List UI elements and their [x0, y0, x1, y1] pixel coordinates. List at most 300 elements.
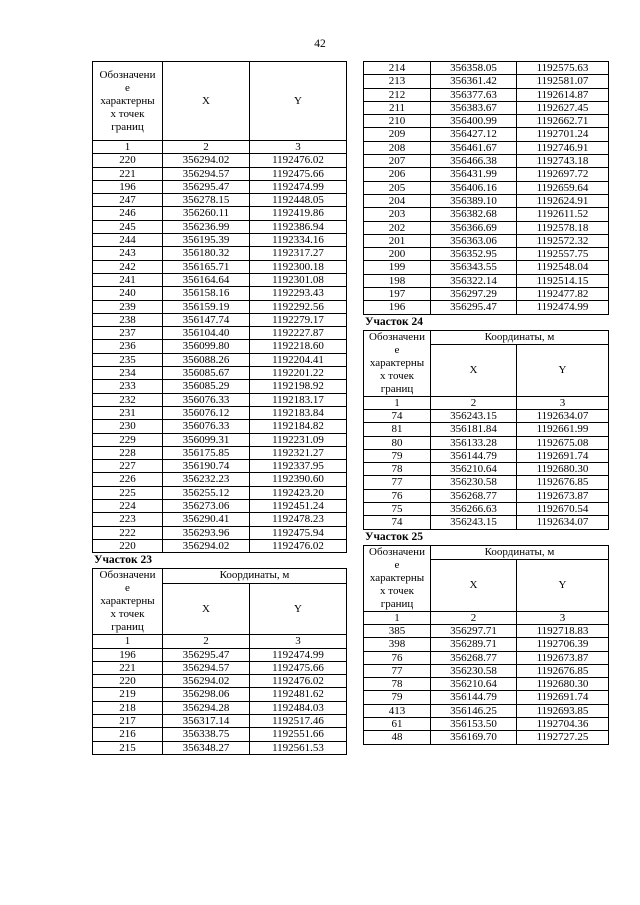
x-value: 356297.71 — [431, 624, 517, 637]
y-value: 1192659.64 — [517, 181, 609, 194]
y-value: 1192292.56 — [250, 300, 347, 313]
table-row — [364, 449, 609, 462]
point-id: 244 — [93, 234, 163, 247]
table-row — [93, 486, 347, 499]
y-value: 1192337.95 — [250, 460, 347, 473]
x-value: 356164.64 — [163, 273, 250, 286]
y-value: 1192634.07 — [517, 516, 609, 529]
y-value: 1192673.87 — [517, 651, 609, 664]
y-value: 1192293.43 — [250, 287, 347, 300]
point-name-header: Обозначени е характерны х точек границ — [364, 545, 431, 611]
point-id: 228 — [93, 446, 163, 459]
table-row — [364, 624, 609, 637]
y-value: 1192183.84 — [250, 406, 347, 419]
y-value: 1192673.87 — [517, 489, 609, 502]
y-value: 1192575.63 — [517, 62, 609, 75]
x-value: 356293.96 — [163, 526, 250, 539]
y-value: 1192227.87 — [250, 327, 347, 340]
point-id: 219 — [93, 688, 163, 701]
y-value: 1192670.54 — [517, 503, 609, 516]
coordinates-table-25 — [363, 545, 609, 745]
y-value: 1192691.74 — [517, 449, 609, 462]
point-id: 233 — [93, 380, 163, 393]
table-row — [93, 675, 347, 688]
table-row — [364, 128, 609, 141]
table-row — [364, 717, 609, 730]
point-id: 79 — [364, 691, 431, 704]
point-id: 209 — [364, 128, 431, 141]
coordinates-table-24 — [363, 330, 609, 530]
table-row — [364, 181, 609, 194]
point-id: 217 — [93, 714, 163, 727]
point-id: 196 — [93, 180, 163, 193]
y-value: 1192548.04 — [517, 261, 609, 274]
y-header: Y — [517, 345, 609, 396]
y-value: 1192423.20 — [250, 486, 347, 499]
table-row — [364, 489, 609, 502]
table-header-row — [93, 62, 347, 141]
point-id: 222 — [93, 526, 163, 539]
x-value: 356153.50 — [431, 717, 517, 730]
x-value: 356181.84 — [431, 423, 517, 436]
section-title-23: Участок 23 — [94, 554, 153, 567]
point-id: 225 — [93, 486, 163, 499]
colnum: 2 — [431, 396, 517, 409]
x-value: 356169.70 — [431, 731, 517, 744]
y-value: 1192627.45 — [517, 101, 609, 114]
point-id: 215 — [93, 741, 163, 754]
x-value: 356076.33 — [163, 393, 250, 406]
column-number-row — [364, 396, 609, 409]
x-value: 356338.75 — [163, 728, 250, 741]
table-row — [364, 168, 609, 181]
y-header: Y — [250, 584, 347, 635]
table-row — [93, 327, 347, 340]
x-value: 356146.25 — [431, 704, 517, 717]
table-row — [364, 115, 609, 128]
point-id: 200 — [364, 248, 431, 261]
x-value: 356466.38 — [431, 155, 517, 168]
y-value: 1192474.99 — [517, 301, 609, 314]
table-row — [364, 208, 609, 221]
y-value: 1192611.52 — [517, 208, 609, 221]
y-value: 1192476.02 — [250, 675, 347, 688]
point-id: 243 — [93, 247, 163, 260]
table-row — [93, 247, 347, 260]
colnum: 2 — [163, 141, 250, 154]
y-value: 1192476.02 — [250, 539, 347, 552]
table-row — [93, 728, 347, 741]
point-id: 227 — [93, 460, 163, 473]
x-value: 356076.12 — [163, 406, 250, 419]
point-id: 413 — [364, 704, 431, 717]
table-row — [93, 513, 347, 526]
table-row — [364, 423, 609, 436]
y-value: 1192634.07 — [517, 409, 609, 422]
table-row — [364, 516, 609, 529]
y-value: 1192578.18 — [517, 221, 609, 234]
y-value: 1192476.02 — [250, 154, 347, 167]
point-id: 218 — [93, 701, 163, 714]
y-header: Y — [517, 560, 609, 611]
right-column — [363, 61, 608, 745]
x-value: 356382.68 — [431, 208, 517, 221]
y-value: 1192675.08 — [517, 436, 609, 449]
point-id: 61 — [364, 717, 431, 730]
x-value: 356406.16 — [431, 181, 517, 194]
x-value: 356230.58 — [431, 664, 517, 677]
x-value: 356147.74 — [163, 313, 250, 326]
x-value: 356427.12 — [431, 128, 517, 141]
y-value: 1192746.91 — [517, 141, 609, 154]
point-id: 229 — [93, 433, 163, 446]
x-value: 356144.79 — [431, 691, 517, 704]
point-id: 75 — [364, 503, 431, 516]
x-value: 356232.23 — [163, 473, 250, 486]
colnum: 1 — [364, 396, 431, 409]
x-value: 356289.71 — [431, 638, 517, 651]
point-id: 79 — [364, 449, 431, 462]
table-row — [93, 207, 347, 220]
point-id: 81 — [364, 423, 431, 436]
x-value: 356317.14 — [163, 714, 250, 727]
y-value: 1192624.91 — [517, 194, 609, 207]
table-row — [364, 691, 609, 704]
table-row — [93, 460, 347, 473]
y-value: 1192451.24 — [250, 500, 347, 513]
point-id: 247 — [93, 194, 163, 207]
point-id: 226 — [93, 473, 163, 486]
table-row — [364, 141, 609, 154]
x-value: 356294.57 — [163, 661, 250, 674]
table-row — [364, 155, 609, 168]
table-row — [93, 714, 347, 727]
point-id: 206 — [364, 168, 431, 181]
x-value: 356236.99 — [163, 220, 250, 233]
point-id: 74 — [364, 516, 431, 529]
y-value: 1192301.08 — [250, 273, 347, 286]
x-value: 356076.33 — [163, 420, 250, 433]
y-value: 1192561.53 — [250, 741, 347, 754]
point-id: 207 — [364, 155, 431, 168]
point-id: 236 — [93, 340, 163, 353]
section-title-24: Участок 24 — [365, 315, 424, 328]
table-row — [93, 539, 347, 552]
y-value: 1192474.99 — [250, 180, 347, 193]
x-value: 356361.42 — [431, 75, 517, 88]
y-value: 1192300.18 — [250, 260, 347, 273]
x-value: 356431.99 — [431, 168, 517, 181]
table-row — [93, 420, 347, 433]
y-value: 1192198.92 — [250, 380, 347, 393]
colnum: 2 — [163, 635, 250, 648]
y-value: 1192477.82 — [517, 288, 609, 301]
point-id: 220 — [93, 539, 163, 552]
x-value: 356348.27 — [163, 741, 250, 754]
point-id: 234 — [93, 367, 163, 380]
table-row — [93, 648, 347, 661]
y-value: 1192693.85 — [517, 704, 609, 717]
table-row — [93, 393, 347, 406]
point-id: 77 — [364, 664, 431, 677]
x-value: 356278.15 — [163, 194, 250, 207]
y-value: 1192517.46 — [250, 714, 347, 727]
x-value: 356290.41 — [163, 513, 250, 526]
y-value: 1192697.72 — [517, 168, 609, 181]
y-value: 1192204.41 — [250, 353, 347, 366]
x-value: 356175.85 — [163, 446, 250, 459]
table-row — [93, 473, 347, 486]
x-value: 356322.14 — [431, 274, 517, 287]
table-row — [93, 661, 347, 674]
y-value: 1192662.71 — [517, 115, 609, 128]
point-id: 214 — [364, 62, 431, 75]
x-value: 356358.05 — [431, 62, 517, 75]
x-value: 356294.28 — [163, 701, 250, 714]
x-value: 356295.47 — [431, 301, 517, 314]
point-id: 205 — [364, 181, 431, 194]
point-id: 231 — [93, 406, 163, 419]
x-value: 356295.47 — [163, 180, 250, 193]
y-value: 1192183.17 — [250, 393, 347, 406]
x-value: 356366.69 — [431, 221, 517, 234]
y-value: 1192727.25 — [517, 731, 609, 744]
table-row — [364, 704, 609, 717]
point-id: 235 — [93, 353, 163, 366]
y-value: 1192321.27 — [250, 446, 347, 459]
column-number-row — [93, 635, 347, 648]
y-value: 1192317.27 — [250, 247, 347, 260]
x-value: 356088.26 — [163, 353, 250, 366]
colnum: 1 — [93, 635, 163, 648]
y-value: 1192386.94 — [250, 220, 347, 233]
table-row — [93, 688, 347, 701]
x-value: 356210.64 — [431, 678, 517, 691]
x-value: 356268.77 — [431, 651, 517, 664]
point-id: 210 — [364, 115, 431, 128]
x-value: 356210.64 — [431, 463, 517, 476]
y-value: 1192475.94 — [250, 526, 347, 539]
y-value: 1192743.18 — [517, 155, 609, 168]
point-id: 76 — [364, 489, 431, 502]
table-row — [93, 220, 347, 233]
point-id: 385 — [364, 624, 431, 637]
left-column — [92, 61, 346, 755]
point-id: 78 — [364, 463, 431, 476]
table-row — [364, 436, 609, 449]
table-row — [93, 273, 347, 286]
table-row — [93, 234, 347, 247]
table-row — [93, 287, 347, 300]
y-value: 1192691.74 — [517, 691, 609, 704]
point-id: 211 — [364, 101, 431, 114]
x-value: 356099.80 — [163, 340, 250, 353]
x-header: X — [431, 345, 517, 396]
table-row — [364, 194, 609, 207]
y-value: 1192614.87 — [517, 88, 609, 101]
point-id: 223 — [93, 513, 163, 526]
point-id: 224 — [93, 500, 163, 513]
table-row — [364, 503, 609, 516]
table-row — [364, 651, 609, 664]
y-value: 1192484.03 — [250, 701, 347, 714]
column-number-row — [364, 611, 609, 624]
x-value: 356377.63 — [431, 88, 517, 101]
table-row — [364, 476, 609, 489]
point-id: 201 — [364, 234, 431, 247]
table-row — [93, 406, 347, 419]
y-value: 1192201.22 — [250, 367, 347, 380]
table-row — [364, 234, 609, 247]
x-value: 356297.29 — [431, 288, 517, 301]
colnum: 3 — [250, 141, 347, 154]
x-value: 356158.16 — [163, 287, 250, 300]
x-value: 356195.39 — [163, 234, 250, 247]
x-value: 356085.29 — [163, 380, 250, 393]
table-row — [93, 446, 347, 459]
x-value: 356260.11 — [163, 207, 250, 220]
colnum: 1 — [93, 141, 163, 154]
x-value: 356363.06 — [431, 234, 517, 247]
y-value: 1192475.66 — [250, 167, 347, 180]
table-row — [93, 194, 347, 207]
table-row — [93, 260, 347, 273]
table-row — [364, 248, 609, 261]
x-value: 356099.31 — [163, 433, 250, 446]
colnum: 1 — [364, 611, 431, 624]
y-value: 1192680.30 — [517, 678, 609, 691]
coords-header: Координаты, м — [431, 545, 609, 560]
x-value: 356298.06 — [163, 688, 250, 701]
point-id: 199 — [364, 261, 431, 274]
x-value: 356085.67 — [163, 367, 250, 380]
point-id: 242 — [93, 260, 163, 273]
point-id: 202 — [364, 221, 431, 234]
point-id: 220 — [93, 675, 163, 688]
x-value: 356294.02 — [163, 539, 250, 552]
y-value: 1192704.36 — [517, 717, 609, 730]
column-number-row — [93, 141, 347, 154]
y-value: 1192475.66 — [250, 661, 347, 674]
x-value: 356159.19 — [163, 300, 250, 313]
y-value: 1192478.23 — [250, 513, 347, 526]
point-id: 245 — [93, 220, 163, 233]
point-id: 204 — [364, 194, 431, 207]
y-value: 1192557.75 — [517, 248, 609, 261]
colnum: 2 — [431, 611, 517, 624]
table-row — [364, 731, 609, 744]
x-value: 356294.02 — [163, 154, 250, 167]
point-id: 203 — [364, 208, 431, 221]
y-value: 1192551.66 — [250, 728, 347, 741]
x-value: 356133.28 — [431, 436, 517, 449]
y-value: 1192279.17 — [250, 313, 347, 326]
coords-header: Координаты, м — [163, 569, 347, 584]
coordinates-table-23 — [92, 568, 347, 755]
x-value: 356294.57 — [163, 167, 250, 180]
page-number: 42 — [314, 38, 326, 50]
y-value: 1192680.30 — [517, 463, 609, 476]
table-row — [93, 340, 347, 353]
y-value: 1192334.16 — [250, 234, 347, 247]
x-value: 356180.32 — [163, 247, 250, 260]
table-row — [93, 701, 347, 714]
table-row — [93, 180, 347, 193]
point-id: 246 — [93, 207, 163, 220]
point-id: 398 — [364, 638, 431, 651]
table-row — [364, 301, 609, 314]
table-row — [93, 741, 347, 754]
point-id: 80 — [364, 436, 431, 449]
x-value: 356383.67 — [431, 101, 517, 114]
coords-header: Координаты, м — [431, 330, 609, 345]
table-row — [93, 380, 347, 393]
table-row — [93, 433, 347, 446]
table-row — [93, 367, 347, 380]
y-value: 1192184.82 — [250, 420, 347, 433]
point-id: 241 — [93, 273, 163, 286]
coordinates-table-right — [363, 61, 609, 315]
x-value: 356243.15 — [431, 516, 517, 529]
table-row — [364, 221, 609, 234]
point-id: 198 — [364, 274, 431, 287]
y-value: 1192419.86 — [250, 207, 347, 220]
y-value: 1192231.09 — [250, 433, 347, 446]
point-id: 197 — [364, 288, 431, 301]
point-id: 220 — [93, 154, 163, 167]
x-value: 356295.47 — [163, 648, 250, 661]
x-value: 356190.74 — [163, 460, 250, 473]
x-value: 356144.79 — [431, 449, 517, 462]
colnum: 3 — [517, 611, 609, 624]
point-id: 196 — [93, 648, 163, 661]
y-value: 1192481.62 — [250, 688, 347, 701]
x-value: 356255.12 — [163, 486, 250, 499]
x-header: X — [431, 560, 517, 611]
x-value: 356389.10 — [431, 194, 517, 207]
x-value: 356165.71 — [163, 260, 250, 273]
x-value: 356230.58 — [431, 476, 517, 489]
y-value: 1192701.24 — [517, 128, 609, 141]
table-row — [93, 313, 347, 326]
y-value: 1192390.60 — [250, 473, 347, 486]
point-name-header: Обозначени е характерны х точек границ — [364, 330, 431, 396]
point-id: 78 — [364, 678, 431, 691]
y-value: 1192676.85 — [517, 664, 609, 677]
point-id: 77 — [364, 476, 431, 489]
table-row — [93, 300, 347, 313]
x-value: 356400.99 — [431, 115, 517, 128]
table-row — [93, 167, 347, 180]
point-id: 232 — [93, 393, 163, 406]
point-id: 221 — [93, 167, 163, 180]
point-id: 48 — [364, 731, 431, 744]
point-id: 216 — [93, 728, 163, 741]
x-value: 356243.15 — [431, 409, 517, 422]
table-row — [364, 463, 609, 476]
point-id: 74 — [364, 409, 431, 422]
table-row — [364, 664, 609, 677]
y-value: 1192474.99 — [250, 648, 347, 661]
point-id: 240 — [93, 287, 163, 300]
table-row — [93, 353, 347, 366]
point-id: 221 — [93, 661, 163, 674]
table-row — [364, 678, 609, 691]
coordinates-table-left — [92, 61, 347, 553]
point-id: 230 — [93, 420, 163, 433]
point-id: 212 — [364, 88, 431, 101]
x-value: 356352.95 — [431, 248, 517, 261]
